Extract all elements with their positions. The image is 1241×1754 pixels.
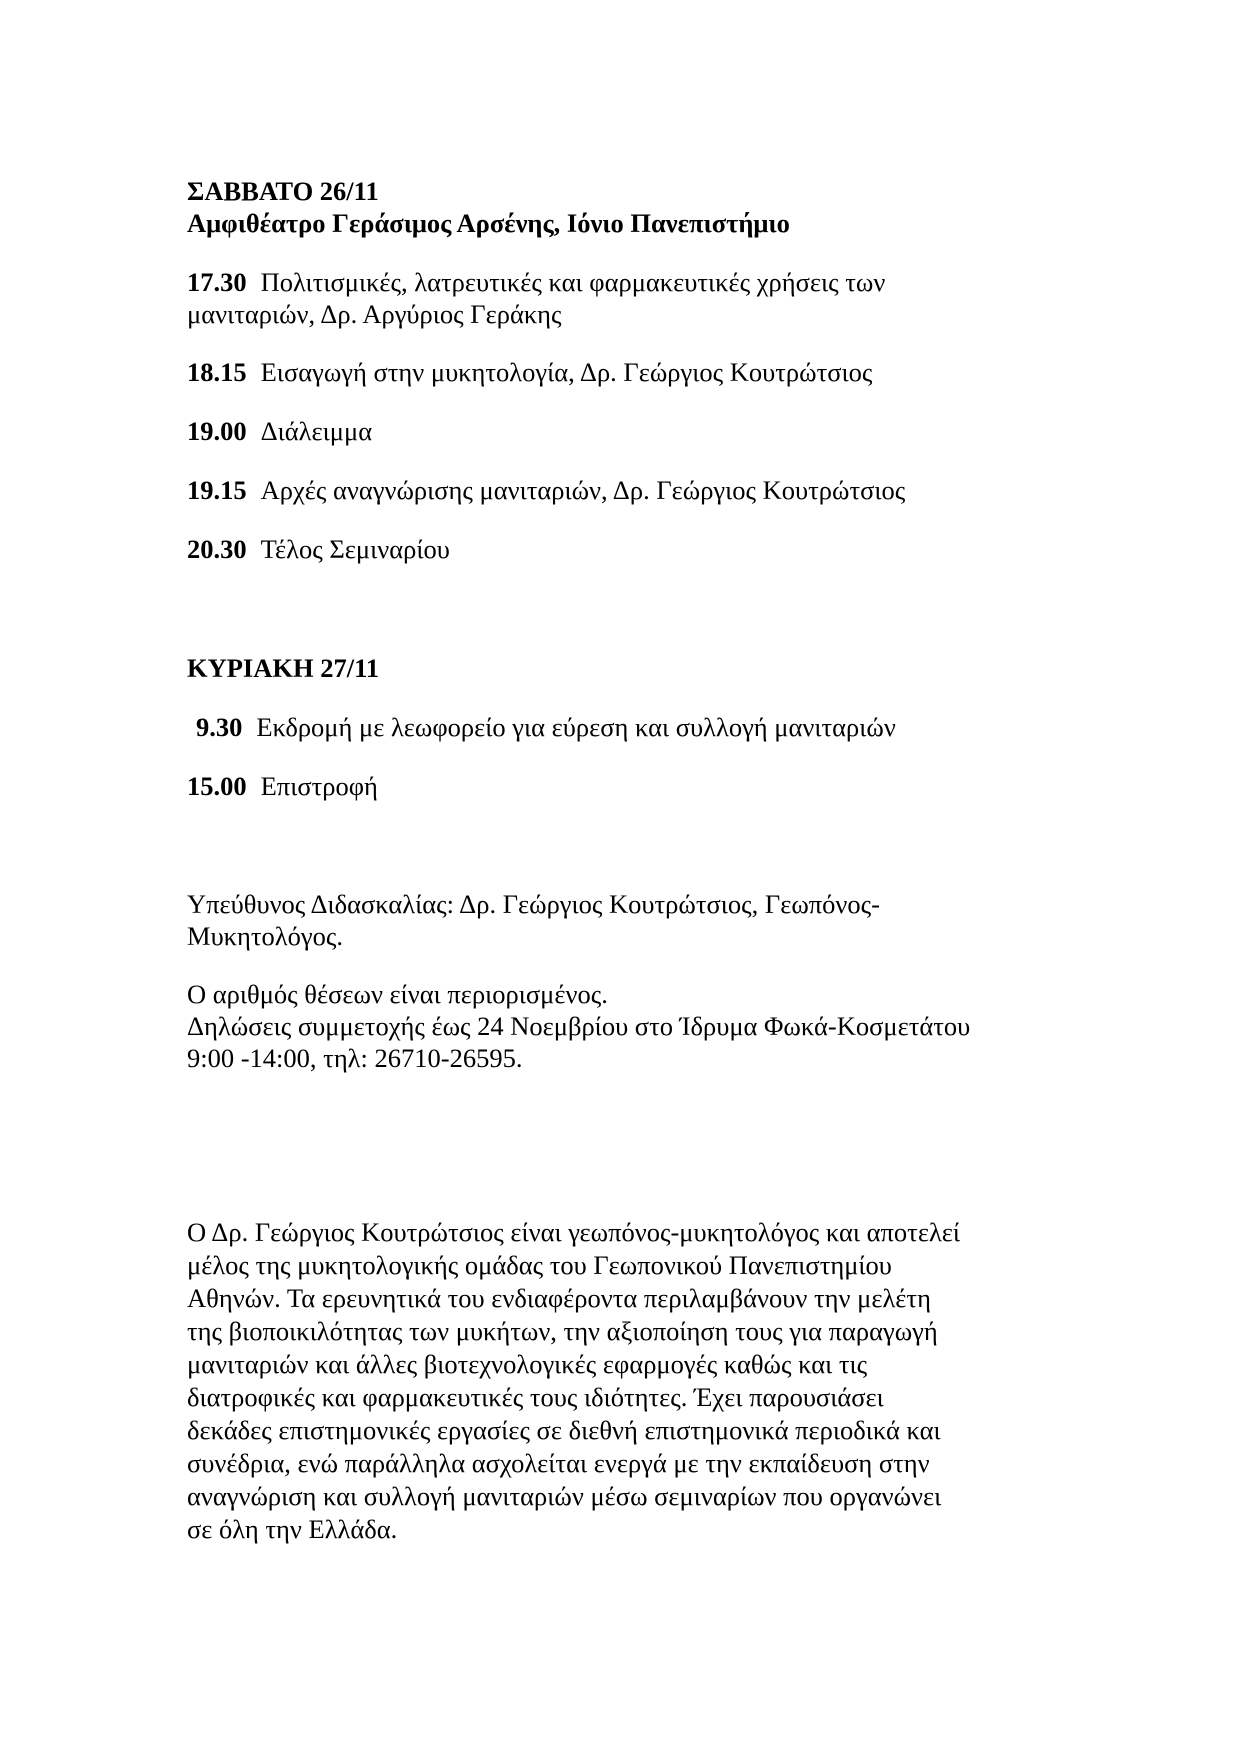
schedule-item — [196, 711, 1076, 743]
bio-line: Αθηνών. Τα ερευνητικά του ενδιαφέροντα περιλαμβάνουν την μελέτη — [187, 1283, 931, 1313]
item-text: Διάλειμμα — [260, 416, 373, 446]
sunday-heading: ΚΥΡΙΑΚΗ 27/11 — [187, 653, 380, 683]
item-time: 15.00 — [187, 771, 247, 801]
item-time: 19.15 — [187, 475, 247, 505]
schedule-item — [187, 356, 1067, 388]
item-time: 18.15 — [187, 357, 247, 387]
bio-line: αναγνώριση και συλλογή μανιταριών μέσω σεμιναρίων που οργανώνει — [187, 1481, 942, 1511]
bio-line: συνέδρια, ενώ παράλληλα ασχολείται ενεργά με την εκπαίδευση στην — [187, 1448, 930, 1478]
registration-line: Ο αριθμός θέσεων είναι περιορισμένος. — [187, 979, 608, 1009]
bio-line: μέλος της μυκητολογικής ομάδας του Γεωπονικού Πανεπιστημίου — [187, 1250, 892, 1280]
registration-line: 9:00 -14:00, τηλ: 26710-26595. — [187, 1043, 523, 1073]
item-text: Επιστροφή — [260, 771, 378, 801]
item-text: Τέλος Σεμιναρίου — [260, 534, 450, 564]
schedule-item — [187, 266, 1067, 330]
item-text: Εκδρομή με λεωφορείο για εύρεση και συλλογή μανιταριών — [256, 712, 896, 742]
item-text-cont: μανιταριών, Δρ. Αργύριος Γεράκης — [187, 299, 562, 329]
bio-paragraph — [187, 1216, 1067, 1546]
item-time: 17.30 — [187, 267, 247, 297]
instructor-paragraph — [187, 888, 1067, 952]
item-text: Πολιτισμικές, λατρευτικές και φαρμακευτικές χρήσεις των — [260, 267, 886, 297]
bio-line: μανιταριών και άλλες βιοτεχνολογικές εφαρμογές καθώς και τις — [187, 1349, 868, 1379]
item-time: 19.00 — [187, 416, 247, 446]
registration-line: Δηλώσεις συμμετοχής έως 24 Νοεμβρίου στο Ίδρυμα Φωκά-Κοσμετάτου — [187, 1011, 971, 1041]
instructor-line: Υπεύθυνος Διδασκαλίας: Δρ. Γεώργιος Κουτρώτσιος, Γεωπόνος- — [187, 889, 880, 919]
schedule-item — [187, 533, 1067, 565]
registration-paragraph — [187, 978, 1067, 1074]
bio-line: Ο Δρ. Γεώργιος Κουτρώτσιος είναι γεωπόνος-μυκητολόγος και αποτελεί — [187, 1217, 961, 1247]
schedule-item — [187, 415, 1067, 447]
item-text: Εισαγωγή στην μυκητολογία, Δρ. Γεώργιος Κουτρώτσιος — [260, 357, 873, 387]
schedule-item — [187, 770, 1067, 802]
saturday-venue: Αμφιθέατρο Γεράσιμος Αρσένης, Ιόνιο Πανεπιστήμιο — [187, 208, 790, 238]
item-time: 20.30 — [187, 534, 247, 564]
bio-line: δεκάδες επιστημονικές εργασίες σε διεθνή επιστημονικά περιοδικά και — [187, 1415, 941, 1445]
bio-line: της βιοποικιλότητας των μυκήτων, την αξιοποίηση τους για παραγωγή — [187, 1316, 938, 1346]
schedule-item — [187, 474, 1067, 506]
saturday-heading: ΣΑΒΒΑΤΟ 26/11 — [187, 176, 379, 206]
bio-line: διατροφικές και φαρμακευτικές τους ιδιότητες. Έχει παρουσιάσει — [187, 1382, 884, 1412]
item-time: 9.30 — [196, 712, 243, 742]
item-text: Αρχές αναγνώρισης μανιταριών, Δρ. Γεώργιος Κουτρώτσιος — [260, 475, 906, 505]
instructor-line: Μυκητολόγος. — [187, 921, 343, 951]
bio-line: σε όλη την Ελλάδα. — [187, 1514, 398, 1544]
